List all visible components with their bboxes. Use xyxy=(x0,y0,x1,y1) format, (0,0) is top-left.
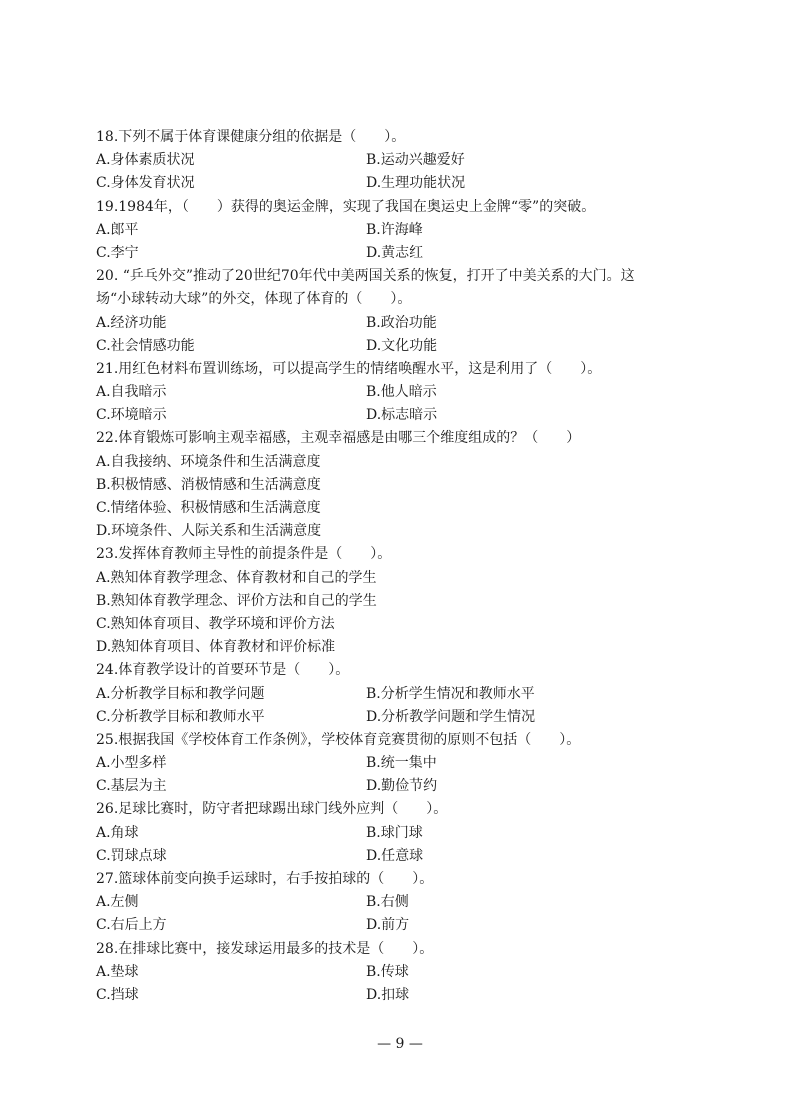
option-row xyxy=(96,775,706,798)
question-block xyxy=(96,196,706,266)
question-stem: 27.篮球体前变向换手运球时，右手按拍球的（ ）。 xyxy=(96,871,434,887)
question-stem-continued: 场“小球转动大球”的外交，体现了体育的（ ）。 xyxy=(96,291,412,308)
option-row xyxy=(96,312,706,335)
question-block xyxy=(96,659,706,729)
question-list xyxy=(96,126,706,1007)
answer-option: C.罚球点球 xyxy=(96,847,167,864)
option-row xyxy=(96,219,706,242)
option-row xyxy=(96,335,706,358)
option-row xyxy=(96,149,706,172)
question-block xyxy=(96,798,706,868)
option-row xyxy=(96,914,706,937)
answer-option: B.球门球 xyxy=(366,824,423,841)
answer-option: A.自我接纳、环境条件和生活满意度 xyxy=(96,453,321,470)
answer-option: C.情绪体验、积极情感和生活满意度 xyxy=(96,500,321,516)
answer-option: B.分析学生情况和教师水平 xyxy=(366,685,535,702)
question-stem: 20. “乒乓外交”推动了20世纪70年代中美两国关系的恢复，打开了中美关系的大门。这 xyxy=(96,268,635,285)
question-stem: 25.根据我国《学校体育工作条例》，学校体育竞赛贯彻的原则不包括（ ）。 xyxy=(96,731,581,748)
answer-option: D.黄志红 xyxy=(366,244,424,261)
answer-option: C.挡球 xyxy=(96,986,139,1003)
answer-option: A.小型多样 xyxy=(96,755,167,772)
option-row xyxy=(96,822,706,845)
option-row xyxy=(96,891,706,914)
answer-option: D.环境条件、人际关系和生活满意度 xyxy=(96,523,322,540)
answer-option: B.右侧 xyxy=(366,894,409,911)
answer-option: A.经济功能 xyxy=(96,314,167,331)
question-stem: 24.体育教学设计的首要环节是（ ）。 xyxy=(96,662,350,679)
answer-option: D.熟知体育项目、体育教材和评价标准 xyxy=(96,639,336,656)
answer-option: A.角球 xyxy=(96,824,139,841)
question-stem: 28.在排球比赛中，接发球运用最多的技术是（ ）。 xyxy=(96,940,434,957)
option-row xyxy=(96,984,706,1007)
option-row xyxy=(96,381,706,404)
answer-option: C.分析教学目标和教师水平 xyxy=(96,708,265,725)
answer-option: C.基层为主 xyxy=(96,778,167,795)
question-block xyxy=(96,265,706,358)
question-block xyxy=(96,358,706,428)
answer-option: B.许海峰 xyxy=(366,221,423,238)
answer-option: D.任意球 xyxy=(366,847,424,864)
option-row xyxy=(96,404,706,427)
option-row xyxy=(96,706,706,729)
answer-option: D.前方 xyxy=(366,917,410,934)
answer-option: A.垫球 xyxy=(96,963,139,980)
option-row xyxy=(96,172,706,195)
answer-option: A.身体素质状况 xyxy=(96,152,195,169)
question-stem: 26.足球比赛时，防守者把球踢出球门线外应判（ ）。 xyxy=(96,801,448,818)
answer-option: C.熟知体育项目、教学环境和评价方法 xyxy=(96,615,335,632)
answer-option: B.运动兴趣爱好 xyxy=(366,152,465,169)
page-number: — 9 — xyxy=(377,1036,423,1052)
question-block xyxy=(96,729,706,799)
question-block xyxy=(96,543,706,659)
answer-option: C.环境暗示 xyxy=(96,407,167,424)
answer-option: B.统一集中 xyxy=(366,755,437,772)
answer-option: A.自我暗示 xyxy=(96,384,167,401)
answer-option: A.郎平 xyxy=(96,221,139,238)
question-block xyxy=(96,126,706,196)
answer-option: D.生理功能状况 xyxy=(366,175,466,192)
option-row xyxy=(96,961,706,984)
answer-option: D.扣球 xyxy=(366,986,410,1003)
answer-option: B.传球 xyxy=(366,963,409,980)
question-block xyxy=(96,938,706,1008)
answer-option: B.积极情感、消极情感和生活满意度 xyxy=(96,476,321,493)
answer-option: A.分析教学目标和教学问题 xyxy=(96,685,265,702)
answer-option: D.分析教学问题和学生情况 xyxy=(366,708,536,725)
question-stem: 21.用红色材料布置训练场，可以提高学生的情绪唤醒水平，这是利用了（ ）。 xyxy=(96,360,602,377)
option-row xyxy=(96,683,706,706)
answer-option: D.标志暗示 xyxy=(366,407,438,424)
answer-option: B.他人暗示 xyxy=(366,384,437,401)
answer-option: A.熟知体育教学理念、体育教材和自己的学生 xyxy=(96,569,377,586)
option-row xyxy=(96,242,706,265)
answer-option: D.勤俭节约 xyxy=(366,778,438,795)
question-block xyxy=(96,427,706,543)
question-stem: 18.下列不属于体育课健康分组的依据是（ ）。 xyxy=(96,129,406,145)
answer-option: C.身体发育状况 xyxy=(96,175,195,192)
option-row xyxy=(96,845,706,868)
answer-option: B.熟知体育教学理念、评价方法和自己的学生 xyxy=(96,592,377,609)
answer-option: B.政治功能 xyxy=(366,314,437,331)
answer-option: A.左侧 xyxy=(96,894,139,911)
question-stem: 22.体育锻炼可影响主观幸福感，主观幸福感是由哪三个维度组成的？（ ） xyxy=(96,430,581,447)
question-block xyxy=(96,868,706,938)
question-stem: 23.发挥体育教师主导性的前提条件是（ ）。 xyxy=(96,546,392,563)
answer-option: C.李宁 xyxy=(96,244,139,261)
answer-option: D.文化功能 xyxy=(366,337,438,354)
answer-option: C.社会情感功能 xyxy=(96,337,195,354)
option-row xyxy=(96,752,706,775)
question-stem: 19.1984年，（ ）获得的奥运金牌，实现了我国在奥运史上金牌“零”的突破。 xyxy=(96,198,596,215)
answer-option: C.右后上方 xyxy=(96,917,167,934)
